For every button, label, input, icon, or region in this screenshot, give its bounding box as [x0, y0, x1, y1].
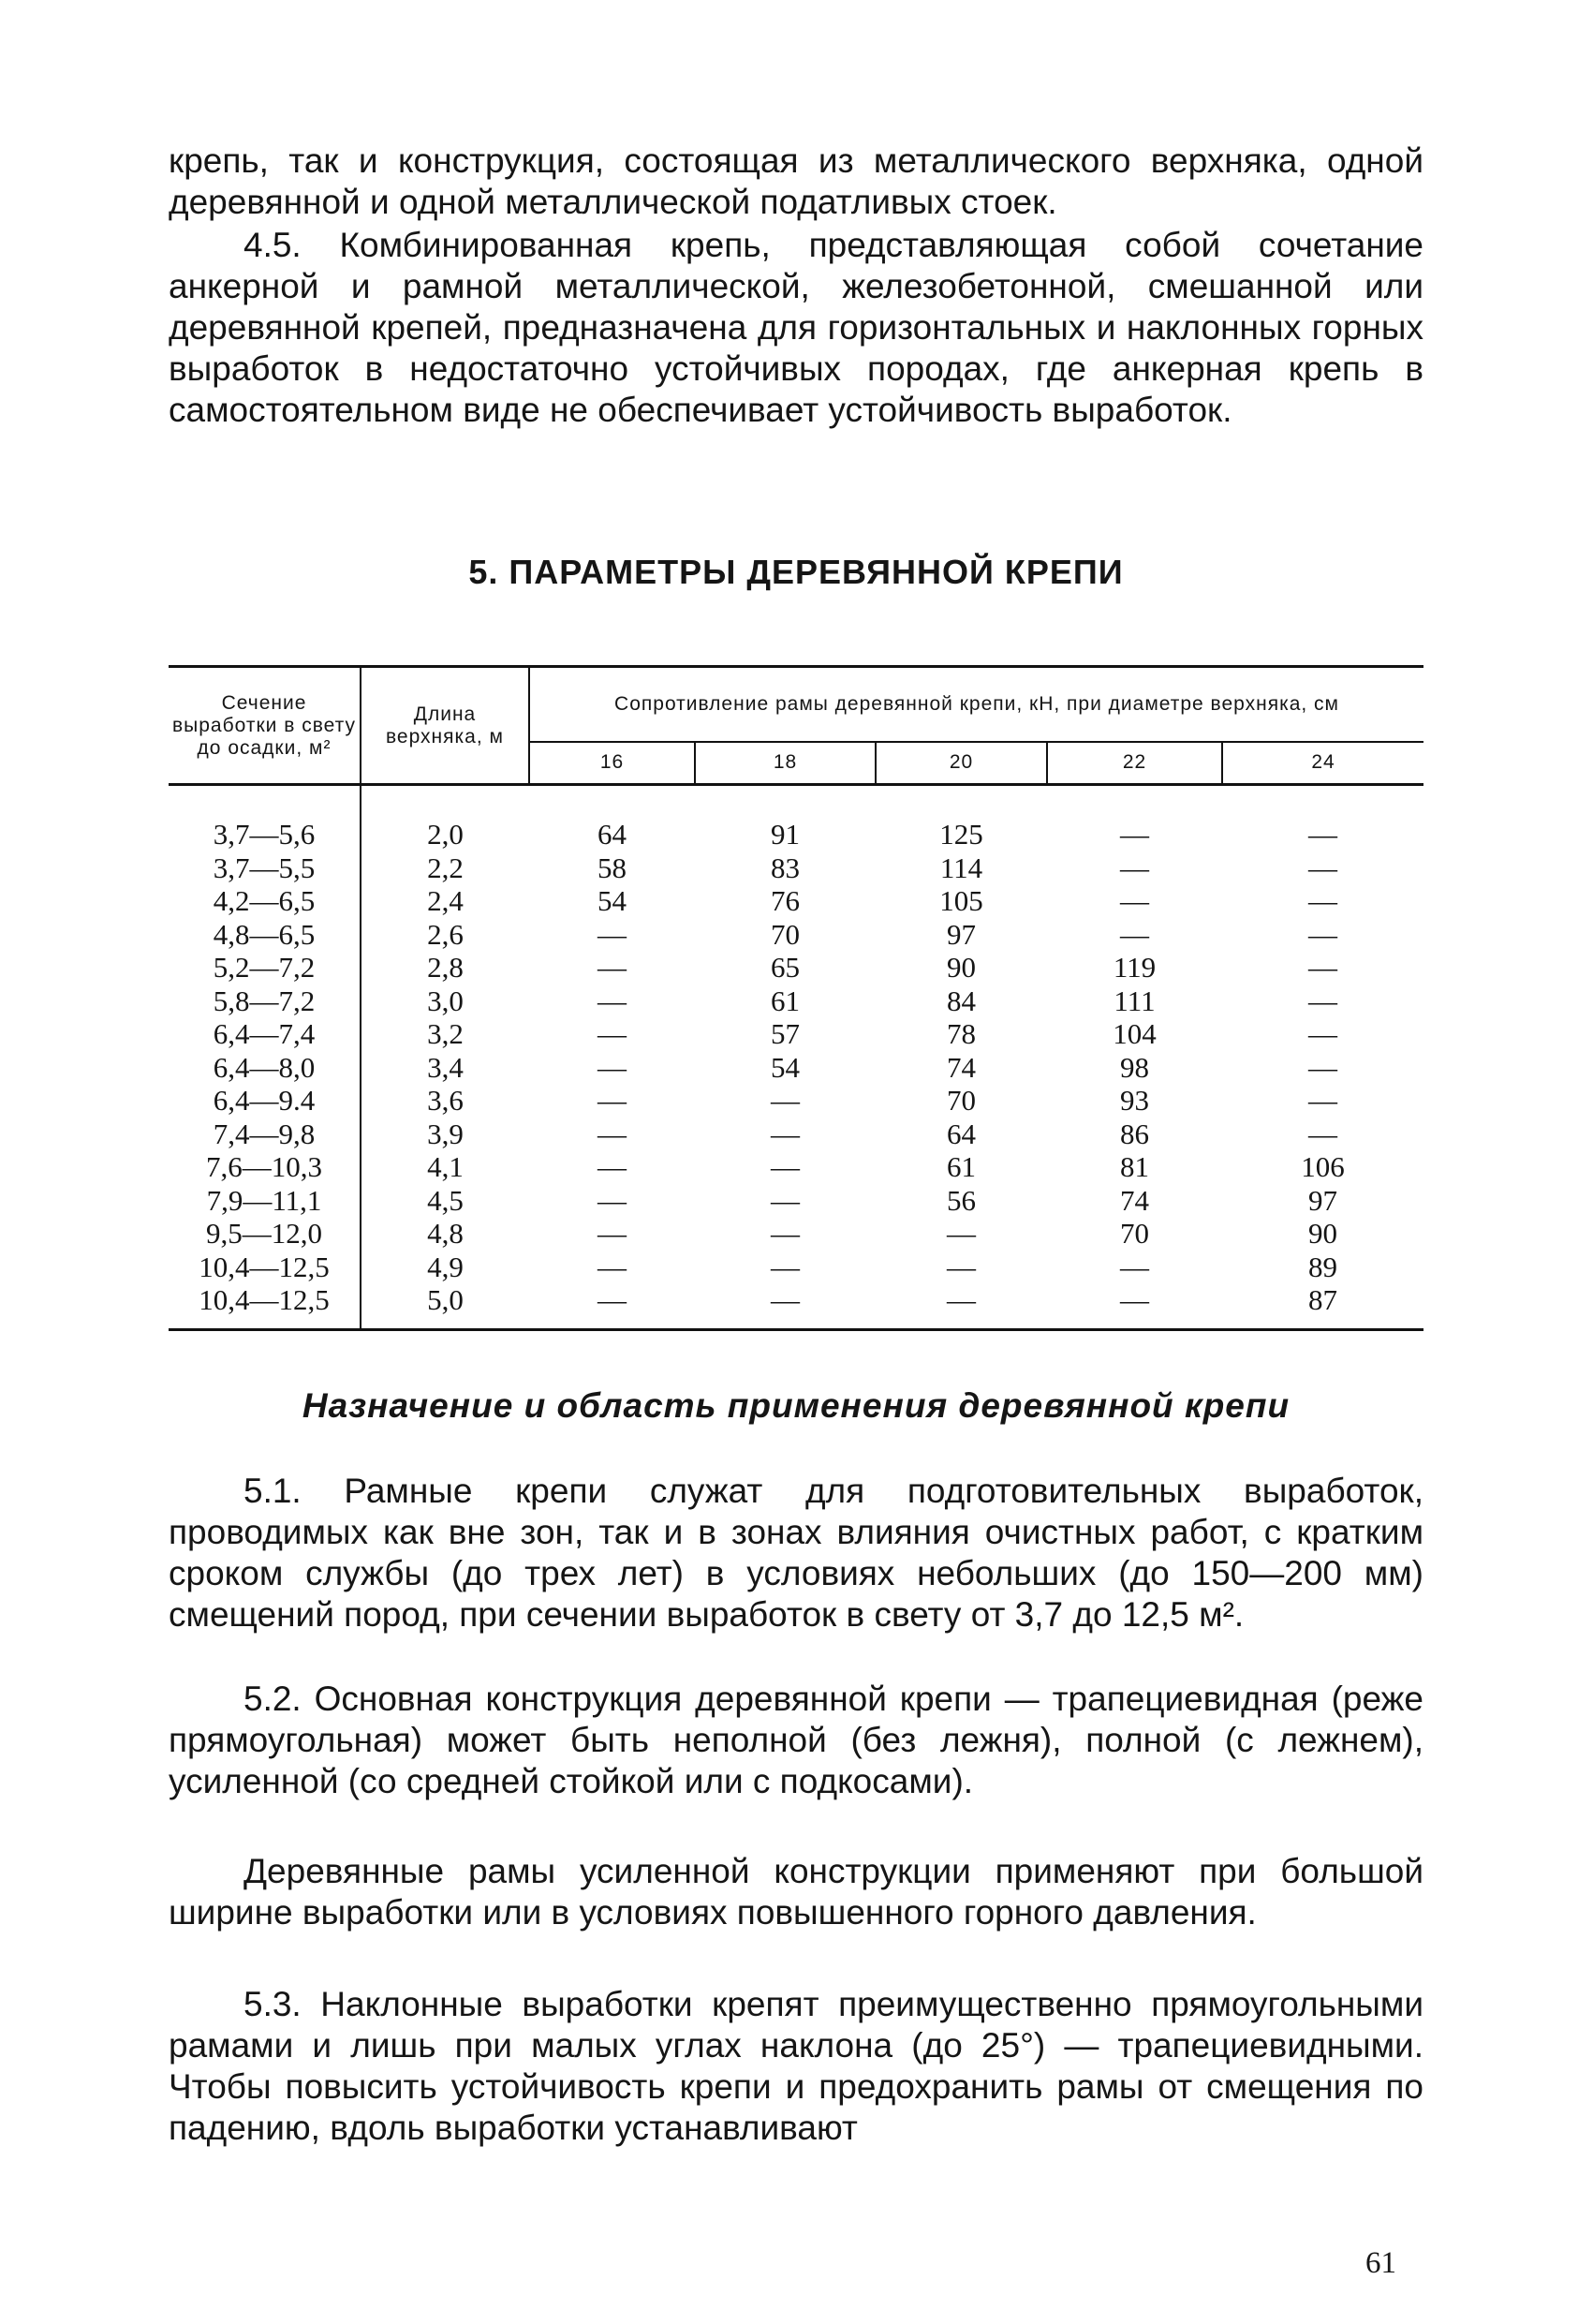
paragraph-5-2: 5.2. Основная конструкция деревянной крепи — трапециевидная (реже прямоугольная) может быть неполной (без лежня), полной (с лежнем), усиленной (со средней стойкой или с подкосами).	[169, 1680, 1423, 1800]
table-cell: —	[1308, 1017, 1338, 1050]
table-cell: 90	[1308, 1217, 1338, 1250]
intro-paragraph-continued: крепь, так и конструкция, состоящая из металлического верхняка, одной деревянной и одной металлической податливых стоек.	[169, 141, 1423, 221]
table-cell: 125	[939, 818, 983, 851]
header-section-area: Сечение выработки в свету до осадки, м²	[169, 667, 361, 785]
column-d16-values	[529, 785, 695, 1330]
table-cell: 2,8	[427, 951, 464, 984]
table-cell: —	[597, 1150, 627, 1183]
table-cell: —	[597, 1283, 627, 1316]
table-cell: —	[1120, 818, 1149, 851]
table-cell: 2,2	[427, 851, 464, 884]
subsection-title: Назначение и область применения деревянной крепи	[302, 1386, 1291, 1425]
table-cell: 2,4	[427, 884, 464, 917]
table-cell: 93	[1120, 1084, 1149, 1117]
table-cell: 119	[1113, 951, 1157, 984]
table-cell: 81	[1120, 1150, 1149, 1183]
table-cell: 7,9—11,1	[206, 1183, 322, 1217]
table-cell: 6,4—7,4	[213, 1017, 316, 1050]
table-cell: 5,8—7,2	[213, 984, 316, 1017]
table-cell: 106	[1301, 1150, 1345, 1183]
table-cell: 74	[947, 1050, 976, 1084]
table-cell: 3,9	[427, 1117, 464, 1150]
page-number: 61	[1365, 2246, 1396, 2280]
table-cell: 7,6—10,3	[206, 1150, 322, 1183]
table-cell: —	[1308, 1117, 1338, 1150]
table-cell: 6,4—9.4	[213, 1084, 316, 1117]
header-diameter-20: 20	[876, 742, 1047, 785]
table-cell: 10,4—12,5	[199, 1250, 330, 1283]
table-cell: 70	[1120, 1217, 1149, 1250]
column-d18-values	[695, 785, 876, 1330]
table-cell: —	[1120, 884, 1149, 917]
table-cell: 57	[771, 1017, 800, 1050]
table-cell: 104	[1113, 1017, 1157, 1050]
column-length-values	[361, 785, 529, 1330]
table-cell: —	[1120, 1283, 1149, 1316]
table-cell: 58	[597, 851, 627, 884]
table-cell: —	[1308, 984, 1338, 1017]
table-cell: 7,4—9,8	[213, 1117, 316, 1150]
table-cell: —	[597, 1117, 627, 1150]
table-cell: —	[597, 1050, 627, 1084]
table-cell: —	[1308, 1084, 1338, 1117]
column-d24-values	[1222, 785, 1423, 1330]
table-cell: —	[597, 917, 627, 951]
table-cell: —	[597, 1017, 627, 1050]
paragraph-5-2-continued: Деревянные рамы усиленной конструкции применяют при большой ширине выработки или в условиях повышенного горного давления.	[169, 1852, 1423, 1932]
table-cell: —	[771, 1283, 800, 1316]
table-cell: 87	[1308, 1283, 1338, 1316]
table-cell: 54	[771, 1050, 800, 1084]
table-cell: 76	[771, 884, 800, 917]
table-cell: 74	[1120, 1183, 1149, 1217]
table-cell: 91	[771, 818, 800, 851]
paragraph-5-3: 5.3. Наклонные выработки крепят преимущественно прямоугольными рамами и лишь при малых углах наклона (до 25°) — трапециевидными. Чтобы повысить устойчивость крепи и предохранить рамы от смещения по падению, вдоль выработки устанавливают	[169, 1985, 1423, 2147]
table-cell: —	[771, 1117, 800, 1150]
table-cell: 83	[771, 851, 800, 884]
table-cell: —	[597, 984, 627, 1017]
table-cell: 4,8	[427, 1217, 464, 1250]
table-cell: —	[1120, 1250, 1149, 1283]
table-cell: 70	[947, 1084, 976, 1117]
table-cell: 3,0	[427, 984, 464, 1017]
table-cell: 86	[1120, 1117, 1149, 1150]
table-cell: 3,4	[427, 1050, 464, 1084]
table-cell: —	[1308, 1050, 1338, 1084]
table-cell: —	[1120, 917, 1149, 951]
table-cell: 3,6	[427, 1084, 464, 1117]
header-diameter-18: 18	[695, 742, 876, 785]
column-section-values	[169, 785, 361, 1330]
header-diameter-22: 22	[1047, 742, 1222, 785]
table-cell: 2,6	[427, 917, 464, 951]
table-cell: 10,4—12,5	[199, 1283, 330, 1316]
table-cell: 4,1	[427, 1150, 464, 1183]
table-cell: 56	[947, 1183, 976, 1217]
table-cell: 65	[771, 951, 800, 984]
table-cell: —	[1308, 851, 1338, 884]
paragraph-5-1: 5.1. Рамные крепи служат для подготовительных выработок, проводимых как вне зон, так и в зонах влияния очистных работ, с кратким сроком службы (до трех лет) в условиях небольших (до 150—200 мм) смещений пород, при сечении выработок в свету от 3,7 до 12,5 м².	[169, 1472, 1423, 1634]
table-cell: 3,7—5,6	[213, 818, 316, 851]
header-cap-length: Длина верхняка, м	[361, 667, 529, 785]
table-cell: —	[771, 1183, 800, 1217]
table-cell: 70	[771, 917, 800, 951]
table-cell: —	[947, 1250, 976, 1283]
table-cell: —	[1308, 917, 1338, 951]
header-resistance-group: Сопротивление рамы деревянной крепи, кН, при диаметре верхняка, см	[529, 667, 1423, 742]
table-cell: —	[947, 1283, 976, 1316]
table-cell: —	[1308, 951, 1338, 984]
column-d22-values	[1047, 785, 1222, 1330]
table-cell: —	[771, 1150, 800, 1183]
table-cell: 4,2—6,5	[213, 884, 316, 917]
table-cell: —	[771, 1250, 800, 1283]
table-cell: 64	[947, 1117, 976, 1150]
table-cell: 111	[1114, 984, 1156, 1017]
table-cell: 64	[597, 818, 627, 851]
section-title: 5. ПАРАМЕТРЫ ДЕРЕВЯННОЙ КРЕПИ	[468, 553, 1124, 591]
table-cell: 89	[1308, 1250, 1338, 1283]
header-diameter-16: 16	[529, 742, 695, 785]
table-cell: 4,9	[427, 1250, 464, 1283]
table-cell: 6,4—8,0	[213, 1050, 316, 1084]
table-cell: —	[1308, 818, 1338, 851]
table-cell: —	[771, 1084, 800, 1117]
table-cell: 3,7—5,5	[213, 851, 316, 884]
table-cell: 114	[939, 851, 983, 884]
header-diameter-24: 24	[1222, 742, 1423, 785]
table-cell: —	[597, 951, 627, 984]
table-cell: —	[597, 1084, 627, 1117]
timber-support-parameters-table	[169, 665, 1423, 1331]
table-cell: 4,8—6,5	[213, 917, 316, 951]
table-cell: 61	[771, 984, 800, 1017]
table-cell: 97	[947, 917, 976, 951]
intro-paragraph-4-5: 4.5. Комбинированная крепь, представляющая собой сочетание анкерной и рамной металлической, железобетонной, смешанной или деревянной крепей, предназначена для горизонтальных и наклонных горных выработок в недостаточно устойчивых породах, где анкерная крепь в самостоятельном виде не обеспечивает устойчивость выработок.	[169, 226, 1423, 429]
table-cell: —	[597, 1250, 627, 1283]
table-cell: 105	[939, 884, 983, 917]
table-cell: 90	[947, 951, 976, 984]
table-cell: —	[771, 1217, 800, 1250]
table-cell: 5,0	[427, 1283, 464, 1316]
column-d20-values	[876, 785, 1047, 1330]
table-cell: 5,2—7,2	[213, 951, 316, 984]
table-cell: —	[597, 1217, 627, 1250]
table-cell: 98	[1120, 1050, 1149, 1084]
table-cell: 54	[597, 884, 627, 917]
table-cell: —	[1308, 884, 1338, 917]
table-cell: 4,5	[427, 1183, 464, 1217]
table-cell: 3,2	[427, 1017, 464, 1050]
table-cell: —	[597, 1183, 627, 1217]
table-cell: —	[1120, 851, 1149, 884]
table-cell: 2,0	[427, 818, 464, 851]
table-cell: 78	[947, 1017, 976, 1050]
table-cell: —	[947, 1217, 976, 1250]
table-cell: 97	[1308, 1183, 1338, 1217]
table-cell: 9,5—12,0	[206, 1217, 322, 1250]
table-cell: 61	[947, 1150, 976, 1183]
table-cell: 84	[947, 984, 976, 1017]
